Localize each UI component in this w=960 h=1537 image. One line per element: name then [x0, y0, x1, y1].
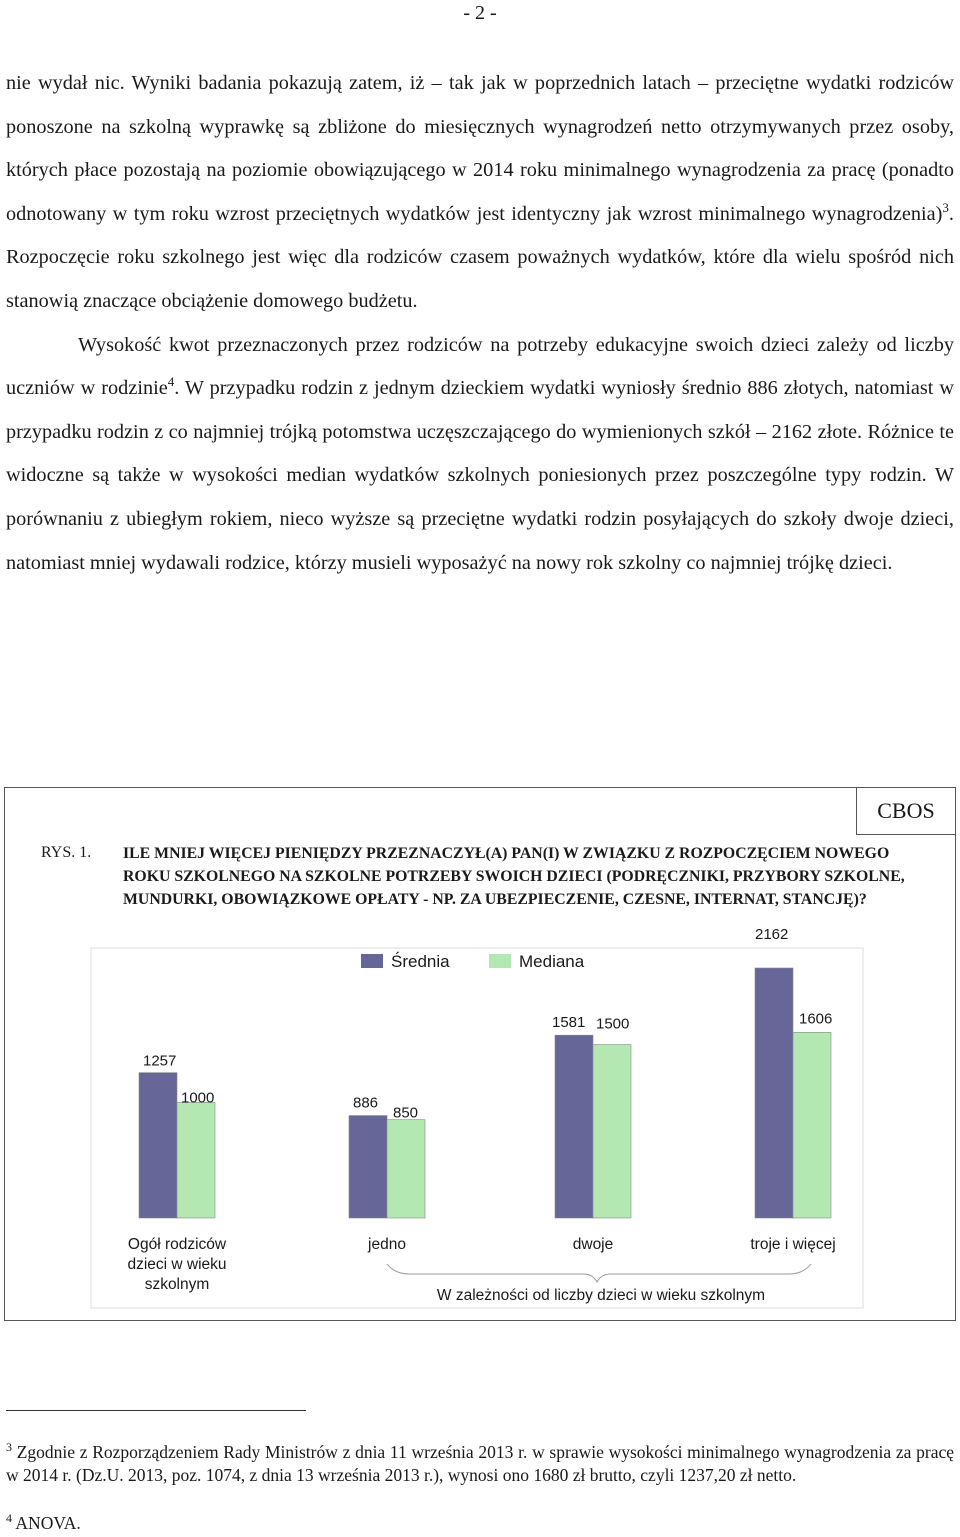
bar-mean-4 — [755, 968, 793, 1218]
footnote-ref-3[interactable]: 3 — [942, 200, 949, 216]
bar-median-4 — [793, 1032, 831, 1218]
paragraph-1 — [6, 62, 954, 324]
footnote-ref-4[interactable]: 4 — [167, 374, 175, 390]
legend-swatch-2 — [489, 954, 511, 968]
bar-mean-1 — [139, 1073, 177, 1218]
category-label-2-line-1: jedno — [368, 1236, 406, 1253]
bar-chart — [5, 788, 955, 1320]
group-brace — [387, 1264, 811, 1282]
footnote-4-ref: 4 — [6, 1511, 12, 1526]
bar-mean-2 — [349, 1116, 387, 1218]
bar-median-1 — [177, 1102, 215, 1218]
group-label: W zależności od liczby dzieci w wieku szkolnym — [436, 1287, 766, 1304]
data-label-mean-3: 1581 — [552, 1014, 586, 1032]
footnote-3-text: Zgodnie z Rozporządzeniem Rady Ministrów z dnia 11 września 2013 r. w sprawie wysokości minimalnego wynagrodzenia za pracę w 2014 r. (Dz.U. 2013, poz. 1074, z dnia 13 września 2013 r.), wynosi ono 1680 zł brutto, czyli 1237,20 zł netto. — [6, 1442, 954, 1485]
legend-swatch-1 — [361, 954, 383, 968]
bar-median-3 — [593, 1045, 631, 1218]
page-number: - 2 - — [463, 2, 497, 24]
paragraph-1-text-cont: . Rozpoczęcie roku szkolnego jest więc dla rodziców czasem poważnych wydatków, które dla wielu spośród nich stanowią znaczące obciążenie domowego budżetu. — [6, 202, 954, 312]
data-label-mean-2: 886 — [353, 1094, 379, 1112]
bar-mean-3 — [555, 1035, 593, 1218]
footnote-4 — [6, 1512, 954, 1535]
footnote-3 — [6, 1441, 954, 1487]
paragraph-2 — [6, 324, 954, 586]
legend-label-2: Mediana — [519, 952, 585, 971]
bar-median-2 — [387, 1120, 425, 1218]
category-label-1-line-2: dzieci w wieku — [127, 1256, 227, 1273]
source-badge: CBOS — [856, 787, 956, 835]
category-label-1-line-3: szkolnym — [144, 1276, 210, 1293]
data-label-median-4: 1606 — [799, 1010, 833, 1028]
footnote-divider — [6, 1410, 306, 1411]
paragraph-2-text-cont: . W przypadku rodzin z jednym dzieckiem wydatki wyniosły średnio 886 złotych, natomiast w przypadku rodzin z co najmniej trójką potomstwa uczęszczającego do wymienionych szkół – 2162 złote. Różnice te widoczne są także w wysokości median wydatków szkolnych poniesionych przez poszczególne typy rodzin. W porównaniu z ubiegłym rokiem, nieco wyższe są przeciętne wydatki rodzin posyłających do szkoły dwoje dzieci, natomiast mniej wydawali rodzice, którzy musieli wyposażyć na nowy rok szkolny co najmniej trójkę dzieci. — [6, 377, 954, 574]
category-label-3-line-1: dwoje — [572, 1236, 614, 1253]
footnote-3-ref: 3 — [6, 1440, 12, 1455]
category-label-4-line-1: troje i więcej — [750, 1236, 836, 1253]
footnote-4-text: ANOVA. — [15, 1513, 81, 1533]
paragraph-2-text: Wysokość kwot przeznaczonych przez rodziców na potrzeby edukacyjne swoich dzieci zależy od liczby uczniów w rodzinie — [6, 333, 954, 400]
data-label-mean-4: 2162 — [755, 926, 789, 943]
data-label-median-3: 1500 — [596, 1015, 630, 1033]
figure-label: RYS. 1. — [41, 844, 92, 861]
figure-box — [4, 787, 956, 1321]
data-label-median-1: 1000 — [181, 1089, 215, 1107]
category-label-1-line-1: Ogół rodziców — [127, 1236, 227, 1253]
body-text — [6, 62, 954, 585]
paragraph-1-text: nie wydał nic. Wyniki badania pokazują zatem, iż – tak jak w poprzednich latach – przeciętne wydatki rodziców ponoszone na szkolną wyprawkę są zbliżone do miesięcznych wynagrodzeń netto otrzymywanych przez osoby, których płace pozostają na poziomie obowiązującego w 2014 roku minimalnego wynagrodzenia za pracę (ponadto odnotowany w tym roku wzrost przeciętnych wydatków jest identyczny jak wzrost minimalnego wynagrodzenia) — [6, 72, 954, 225]
legend-label-1: Średnia — [391, 952, 450, 971]
data-label-mean-1: 1257 — [143, 1052, 177, 1070]
data-label-median-2: 850 — [393, 1104, 419, 1122]
figure-title: ILE MNIEJ WIĘCEJ PIENIĘDZY PRZEZNACZYŁ(A) PAN(I) W ZWIĄZKU Z ROZPOCZĘCIEM NOWEGO ROKU SZKOLNEGO NA SZKOLNE POTRZEBY SWOICH DZIECI (PODRĘCZNIKI, PRZYBORY SZKOLNE, MUNDURKI, OBOWIĄZKOWE OPŁATY - NP. ZA UBEZPIECZENIE, CZESNE, INTERNAT, STANCJĘ)? — [123, 845, 905, 908]
